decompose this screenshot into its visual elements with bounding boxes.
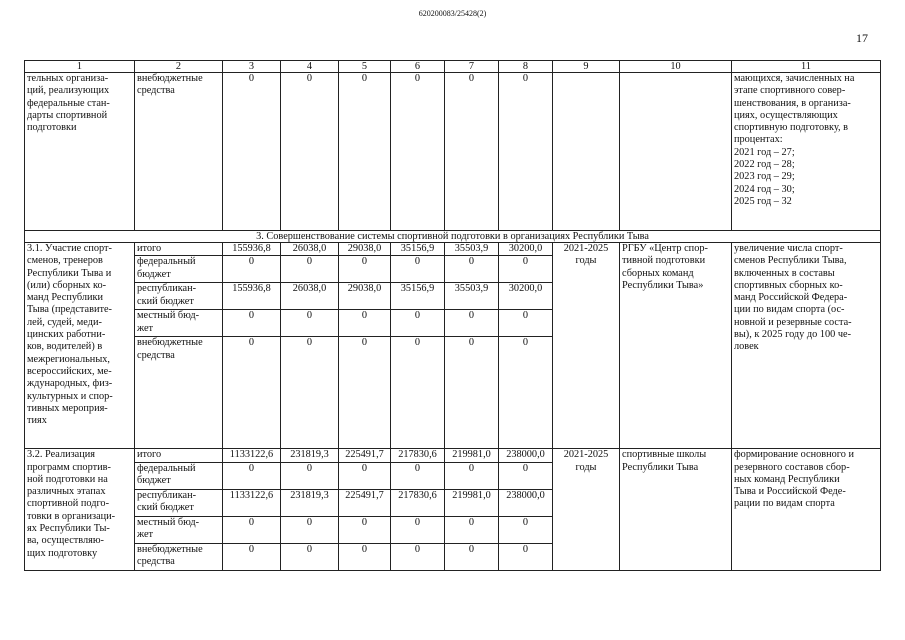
amount-cell: 0 <box>499 73 553 231</box>
funding-source: республикан- ский бюджет <box>135 489 223 516</box>
amount-cell: 0 <box>391 516 445 543</box>
amount-cell: 0 <box>445 73 499 231</box>
amount-cell: 0 <box>445 543 499 570</box>
amount-cell: 0 <box>339 337 391 449</box>
funding-source: федеральный бюджет <box>135 462 223 489</box>
amount-cell: 0 <box>223 337 281 449</box>
amount-cell: 0 <box>339 516 391 543</box>
amount-cell: 35503,9 <box>445 283 499 310</box>
amount-cell: 0 <box>281 310 339 337</box>
amount-cell: 29038,0 <box>339 243 391 256</box>
amount-cell: 0 <box>281 73 339 231</box>
amount-cell: 238000,0 <box>499 489 553 516</box>
amount-cell: 26038,0 <box>281 283 339 310</box>
amount-cell: 231819,3 <box>281 449 339 462</box>
funding-source: итого <box>135 243 223 256</box>
column-number: 7 <box>445 61 499 73</box>
period-cell <box>553 73 620 231</box>
column-number: 6 <box>391 61 445 73</box>
amount-cell: 1133122,6 <box>223 489 281 516</box>
executor-cell <box>620 73 732 231</box>
amount-cell: 0 <box>223 462 281 489</box>
amount-cell: 217830,6 <box>391 449 445 462</box>
executor-cell: РГБУ «Центр спор- тивной подготовки сборных команд Республики Тыва» <box>620 243 732 449</box>
amount-cell: 0 <box>445 310 499 337</box>
program-table <box>24 60 881 571</box>
amount-cell: 0 <box>281 462 339 489</box>
amount-cell: 0 <box>223 310 281 337</box>
amount-cell: 0 <box>223 543 281 570</box>
amount-cell: 0 <box>339 310 391 337</box>
section-row <box>25 231 881 243</box>
amount-cell: 0 <box>445 462 499 489</box>
amount-cell: 0 <box>391 256 445 283</box>
measure-name: 3.1. Участие спорт- сменов, тренеров Республики Тыва и (или) сборных ко- манд Республики Тыва (представите- лей, судей, меди- цинских работни- ков, водителей) в межрегиональных, всероссийских, ме- ждународных, физ- культурных и спор- тивных мероприя- тиях <box>25 243 135 449</box>
amount-cell: 0 <box>499 310 553 337</box>
page-number: 17 <box>856 31 868 45</box>
amount-cell: 0 <box>281 337 339 449</box>
amount-cell: 219981,0 <box>445 489 499 516</box>
amount-cell: 0 <box>391 310 445 337</box>
amount-cell: 1133122,6 <box>223 449 281 462</box>
funding-row <box>25 449 881 462</box>
measure-name-continued: тельных организа- ций, реализующих федеральные стан- дарты спортивной подготовки <box>25 73 135 231</box>
funding-source: внебюджетные средства <box>135 337 223 449</box>
funding-source: итого <box>135 449 223 462</box>
document-code: 620200083/25428(2) <box>418 9 487 18</box>
column-number: 11 <box>732 61 881 73</box>
amount-cell: 0 <box>339 543 391 570</box>
column-number: 9 <box>553 61 620 73</box>
expected-result-continued: мающихся, зачисленных на этапе спортивного совер- шенствования, в организа- циях, осуществляющих спортивную подготовку, в процентах: 2021 год – 27; 2022 год – 28; 2023 год – 29; 2024 год – 30; 2025 год – 32 <box>732 73 881 231</box>
expected-result: формирование основного и резервного составов сбор- ных команд Республики Тыва и Российской Феде- рации по видам спорта <box>732 449 881 570</box>
amount-cell: 0 <box>499 543 553 570</box>
amount-cell: 0 <box>223 516 281 543</box>
amount-cell: 30200,0 <box>499 283 553 310</box>
amount-cell: 29038,0 <box>339 283 391 310</box>
amount-cell: 231819,3 <box>281 489 339 516</box>
amount-cell: 0 <box>339 256 391 283</box>
continuation-row <box>25 73 881 231</box>
amount-cell: 225491,7 <box>339 489 391 516</box>
amount-cell: 30200,0 <box>499 243 553 256</box>
amount-cell: 0 <box>391 462 445 489</box>
funding-source: местный бюд- жет <box>135 516 223 543</box>
funding-source: местный бюд- жет <box>135 310 223 337</box>
amount-cell: 0 <box>223 73 281 231</box>
column-number: 2 <box>135 61 223 73</box>
funding-source: федеральный бюджет <box>135 256 223 283</box>
column-number-row <box>25 61 881 73</box>
column-number: 3 <box>223 61 281 73</box>
amount-cell: 0 <box>445 256 499 283</box>
amount-cell: 35156,9 <box>391 243 445 256</box>
period-cell: 2021-2025 годы <box>553 449 620 570</box>
funding-row <box>25 243 881 256</box>
amount-cell: 0 <box>281 516 339 543</box>
executor-cell: спортивные школы Республики Тыва <box>620 449 732 570</box>
column-number: 4 <box>281 61 339 73</box>
amount-cell: 0 <box>499 337 553 449</box>
amount-cell: 35503,9 <box>445 243 499 256</box>
column-number: 10 <box>620 61 732 73</box>
amount-cell: 225491,7 <box>339 449 391 462</box>
amount-cell: 238000,0 <box>499 449 553 462</box>
amount-cell: 26038,0 <box>281 243 339 256</box>
amount-cell: 0 <box>223 256 281 283</box>
section-title: 3. Совершенствование системы спортивной подготовки в организациях Республики Тыва <box>25 231 881 243</box>
amount-cell: 155936,8 <box>223 243 281 256</box>
amount-cell: 0 <box>281 543 339 570</box>
amount-cell: 35156,9 <box>391 283 445 310</box>
amount-cell: 0 <box>499 256 553 283</box>
amount-cell: 0 <box>391 543 445 570</box>
amount-cell: 219981,0 <box>445 449 499 462</box>
funding-source: внебюджетные средства <box>135 543 223 570</box>
amount-cell: 0 <box>499 516 553 543</box>
amount-cell: 0 <box>445 516 499 543</box>
period-cell: 2021-2025 годы <box>553 243 620 449</box>
column-number: 1 <box>25 61 135 73</box>
measure-name: 3.2. Реализация программ спортив- ной подготовки на различных этапах спортивной подго- товки в организаци- ях Республики Ты- ва, осуществляю- щих подготовку <box>25 449 135 570</box>
amount-cell: 0 <box>339 73 391 231</box>
amount-cell: 0 <box>499 462 553 489</box>
expected-result: увеличение числа спорт- сменов Республики Тыва, включенных в составы спортивных сборных ко- манд Российской Федера- ции по видам спорта (ос- новной и резервные соста- вы), к 2025 году до 100 че- ловек <box>732 243 881 449</box>
funding-source: республикан- ский бюджет <box>135 283 223 310</box>
column-number: 8 <box>499 61 553 73</box>
column-number: 5 <box>339 61 391 73</box>
amount-cell: 0 <box>391 73 445 231</box>
amount-cell: 0 <box>281 256 339 283</box>
amount-cell: 0 <box>391 337 445 449</box>
amount-cell: 0 <box>339 462 391 489</box>
amount-cell: 217830,6 <box>391 489 445 516</box>
amount-cell: 0 <box>445 337 499 449</box>
funding-source: внебюджетные средства <box>135 73 223 231</box>
amount-cell: 155936,8 <box>223 283 281 310</box>
